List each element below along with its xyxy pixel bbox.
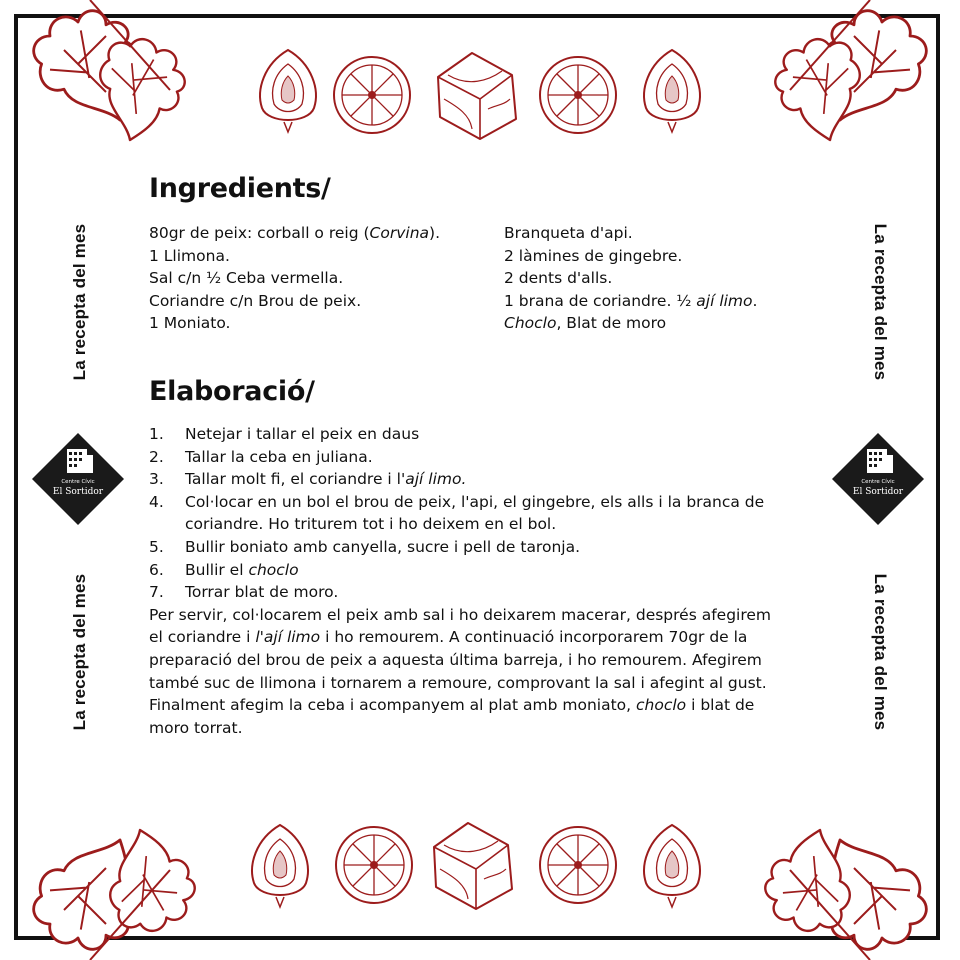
steps-list: [149, 423, 789, 604]
step-item: 3. Tallar molt fi, el coriandre i l'ají limo.: [149, 470, 467, 489]
logo-subtitle: Centre Cívic: [61, 479, 95, 485]
logo-title: El Sortidor: [52, 487, 104, 497]
side-label-right-top: La recepta del mes: [871, 223, 890, 381]
ingredient-line: 1 Moniato.: [149, 314, 231, 333]
step-item: 1. Netejar i tallar el peix en daus: [149, 424, 420, 443]
logo-el-sortidor-left: [30, 431, 126, 527]
step-item: 7. Torrar blat de moro.: [149, 583, 339, 602]
ingredient-line: Sal c/n ½ Ceba vermella.: [149, 269, 344, 288]
step-item: 2. Tallar la ceba en juliana.: [149, 447, 373, 466]
logo-el-sortidor-right: [830, 431, 926, 527]
serving-paragraph: Per servir, col·locarem el peix amb sal i ho deixarem macerar, després afegirem el coriandre i l'ají limo i ho remourem. A continuació incorporarem 70gr de la preparació del brou de peix a aquesta última barreja, i ho remourem. Afegirem també suc de llimona i tornarem a remoure, comprovant la sal i afegint al gust. Finalment afegim la ceba i acompanyem al plat amb moniato, choclo i blat de moro torrat.: [149, 605, 772, 737]
ingredient-line: 1 brana de coriandre. ½ ají limo.: [504, 291, 758, 310]
logo-title: El Sortidor: [852, 487, 904, 497]
logo-subtitle: Centre Cívic: [861, 479, 895, 485]
ingredient-line: 1 Llimona.: [149, 246, 230, 265]
side-label-left-bottom: La recepta del mes: [70, 573, 89, 731]
side-label-left-top: La recepta del mes: [70, 223, 89, 381]
ingredients-column-1: [149, 222, 504, 335]
step-item: 6. Bullir el choclo: [149, 560, 299, 579]
step-item: 4. Col·locar en un bol el brou de peix, l'api, el gingebre, els alls i la branca de coriandre. Ho triturem tot i ho deixem en el bol.: [149, 492, 765, 534]
recipe-content: [149, 170, 789, 739]
ingredients-heading: Ingredients/: [149, 173, 331, 204]
ingredient-line: 80gr de peix: corball o reig (Corvina).: [149, 224, 440, 242]
ingredient-line: 2 dents d'alls.: [504, 269, 613, 288]
ingredient-line: Branqueta d'api.: [504, 224, 633, 242]
ingredients-column-2: [504, 222, 789, 335]
side-label-right-bottom: La recepta del mes: [871, 573, 890, 731]
ingredients-list: [149, 222, 789, 335]
ingredient-line: 2 làmines de gingebre.: [504, 246, 683, 265]
step-item: 5. Bullir boniato amb canyella, sucre i pell de taronja.: [149, 537, 581, 556]
elaboracio-heading: Elaboració/: [149, 375, 315, 407]
ingredient-line: Choclo, Blat de moro: [504, 314, 667, 333]
ingredient-line: Coriandre c/n Brou de peix.: [149, 291, 362, 310]
